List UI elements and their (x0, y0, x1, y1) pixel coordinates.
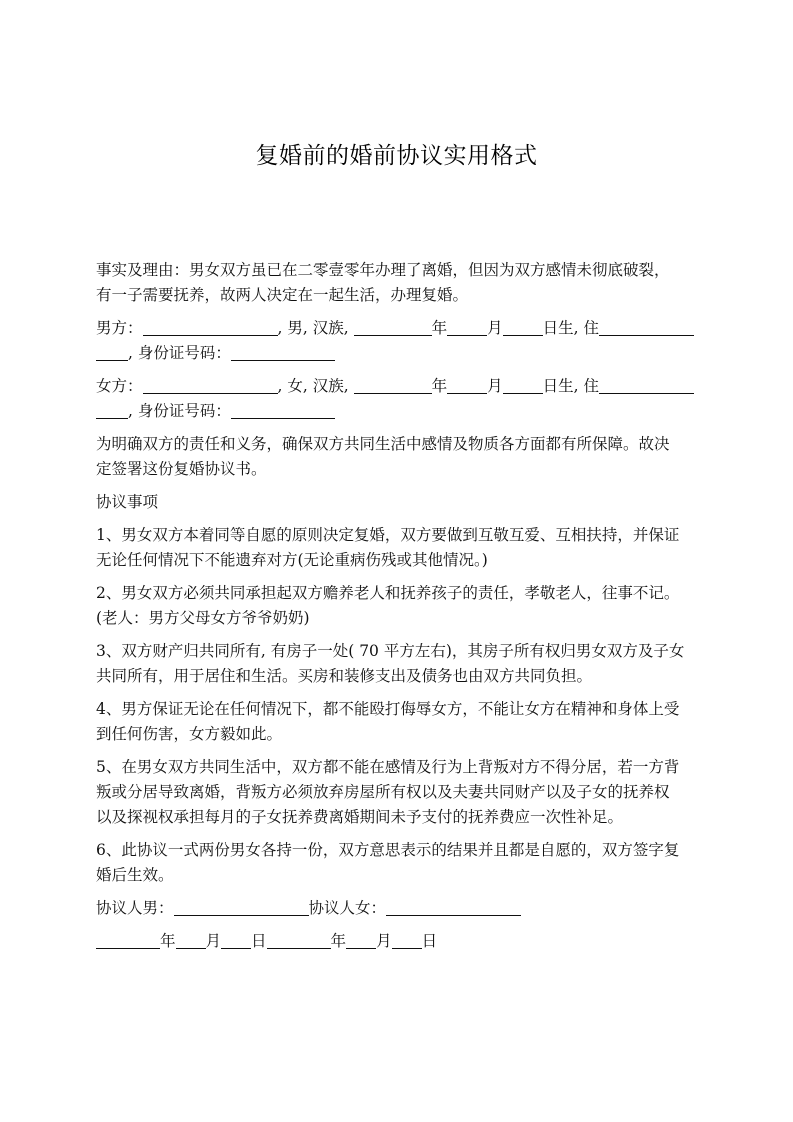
male-address-blank-cont[interactable] (96, 343, 128, 361)
item-6-line-2: 婚后生效。 (96, 866, 174, 884)
item-6-line-1: 6、此协议一式两份男女各持一份，双方意思表示的结果并且都是自愿的，双方签字复 (96, 841, 680, 859)
female-address-blank[interactable] (599, 376, 694, 394)
female-info-paragraph (96, 374, 700, 424)
female-birth-month-blank[interactable] (447, 376, 487, 394)
female-born-live-label: 日生, 住 (542, 377, 599, 395)
male-id-label: , 身份证号码： (128, 344, 231, 362)
female-date-day-label: 日 (421, 932, 438, 950)
agreement-item-2 (96, 581, 700, 631)
purpose-line-1: 为明确双方的责任和义务，确保双方共同生活中感情及物质各方面都有所保障。故决 (96, 435, 670, 453)
female-id-blank[interactable] (231, 401, 335, 419)
item-3-line-1: 3、双方财产归共同所有, 有房子一处( 70 平方左右)，其房子所有权归男女双方及子女 (96, 642, 685, 660)
male-date-month-blank[interactable] (176, 931, 206, 949)
male-birth-day-blank[interactable] (503, 318, 543, 336)
male-date-year-label: 年 (160, 932, 176, 950)
items-heading-text: 协议事项 (96, 493, 159, 511)
agreement-item-3 (96, 639, 700, 689)
male-address-blank[interactable] (599, 318, 694, 336)
agreement-item-5 (96, 755, 700, 830)
item-5-line-1: 5、在男女双方共同生活中，双方都不能在感情及行为上背叛对方不得分居，若一方背 (96, 758, 680, 776)
item-1-line-1: 1、男女双方本着同等自愿的原则决定复婚，双方要做到互敬互爱、互相扶持，并保证 (96, 526, 680, 544)
male-info-line-2 (96, 341, 700, 366)
facts-line-1: 事实及理由：男女双方虽已在二零壹零年办理了离婚，但因为双方感情未彻底破裂， (96, 261, 670, 279)
purpose-line-2: 定签署这份复婚协议书。 (96, 460, 267, 478)
date-line (96, 929, 700, 954)
item-2-line-1: 2、男女双方必须共同承担起双方赡养老人和抚养孩子的责任，孝敬老人，往事不记。 (96, 584, 680, 602)
male-info-line-1 (96, 316, 700, 341)
male-year-label: 年 (431, 319, 448, 337)
female-signer-label: 协议人女： (308, 899, 387, 917)
date-row (96, 929, 700, 954)
female-month-label: 月 (487, 377, 503, 395)
item-2-line-2: (老人：男方父母女方爷爷奶奶) (96, 609, 310, 627)
male-month-label: 月 (487, 319, 503, 337)
female-name-blank[interactable] (143, 376, 278, 394)
document-title: 复婚前的婚前协议实用格式 (255, 143, 538, 169)
male-id-blank[interactable] (231, 343, 335, 361)
male-date-year-blank[interactable] (96, 931, 160, 949)
agreement-item-1 (96, 523, 700, 573)
item-5-line-3: 以及探视权承担每月的子女抚养费离婚期间未予支付的抚养费应一次性补足。 (96, 808, 624, 826)
male-date-day-blank[interactable] (221, 931, 251, 949)
item-5-line-2: 叛或分居导致离婚，背叛方必须放弃房屋所有权以及夫妻共同财产以及子女的抚养权 (96, 783, 670, 801)
male-birth-year-blank[interactable] (354, 318, 432, 336)
male-date-day-label: 日 (251, 932, 267, 950)
purpose-paragraph (96, 432, 700, 482)
male-gender-ethnicity: , 男, 汉族, (277, 319, 354, 337)
female-address-blank-cont[interactable] (96, 401, 128, 419)
signature-line (96, 896, 700, 921)
male-date-month-label: 月 (205, 932, 222, 950)
facts-paragraph (96, 258, 700, 308)
item-1-line-2: 无论任何情况下不能遗弃对方(无论重病伤残或其他情况。) (96, 551, 488, 569)
male-label: 男方： (96, 319, 143, 337)
female-label: 女方： (96, 377, 143, 395)
male-birth-month-blank[interactable] (447, 318, 487, 336)
female-date-month-label: 月 (376, 932, 392, 950)
female-signature-blank[interactable] (386, 898, 521, 916)
male-info-paragraph (96, 316, 700, 366)
female-birth-year-blank[interactable] (354, 376, 432, 394)
male-name-blank[interactable] (143, 318, 278, 336)
female-birth-day-blank[interactable] (503, 376, 543, 394)
male-signer-label: 协议人男： (96, 899, 174, 917)
female-info-line-2 (96, 399, 700, 424)
female-date-day-blank[interactable] (392, 931, 422, 949)
female-gender-ethnicity: , 女, 汉族, (277, 377, 354, 395)
agreement-item-4 (96, 697, 700, 747)
document-body (96, 258, 700, 962)
item-3-line-2: 共同所有，用于居住和生活。买房和装修支出及债务也由双方共同负担。 (96, 667, 593, 685)
signature-row (96, 896, 700, 921)
male-signature-blank[interactable] (174, 898, 309, 916)
facts-line-2: 有一子需要抚养，故两人决定在一起生活，办理复婚。 (96, 286, 469, 304)
female-date-month-blank[interactable] (346, 931, 376, 949)
female-id-label: , 身份证号码： (128, 402, 231, 420)
item-4-line-1: 4、男方保证无论在任何情况下，都不能殴打侮辱女方，不能让女方在精神和身体上受 (96, 700, 680, 718)
female-year-label: 年 (431, 377, 448, 395)
female-date-year-label: 年 (330, 932, 347, 950)
item-4-line-2: 到任何伤害，女方毅如此。 (96, 725, 283, 743)
items-heading (96, 490, 700, 515)
agreement-item-6 (96, 838, 700, 888)
female-date-year-blank[interactable] (267, 931, 331, 949)
female-info-line-1 (96, 374, 700, 399)
male-born-live-label: 日生, 住 (542, 319, 599, 337)
